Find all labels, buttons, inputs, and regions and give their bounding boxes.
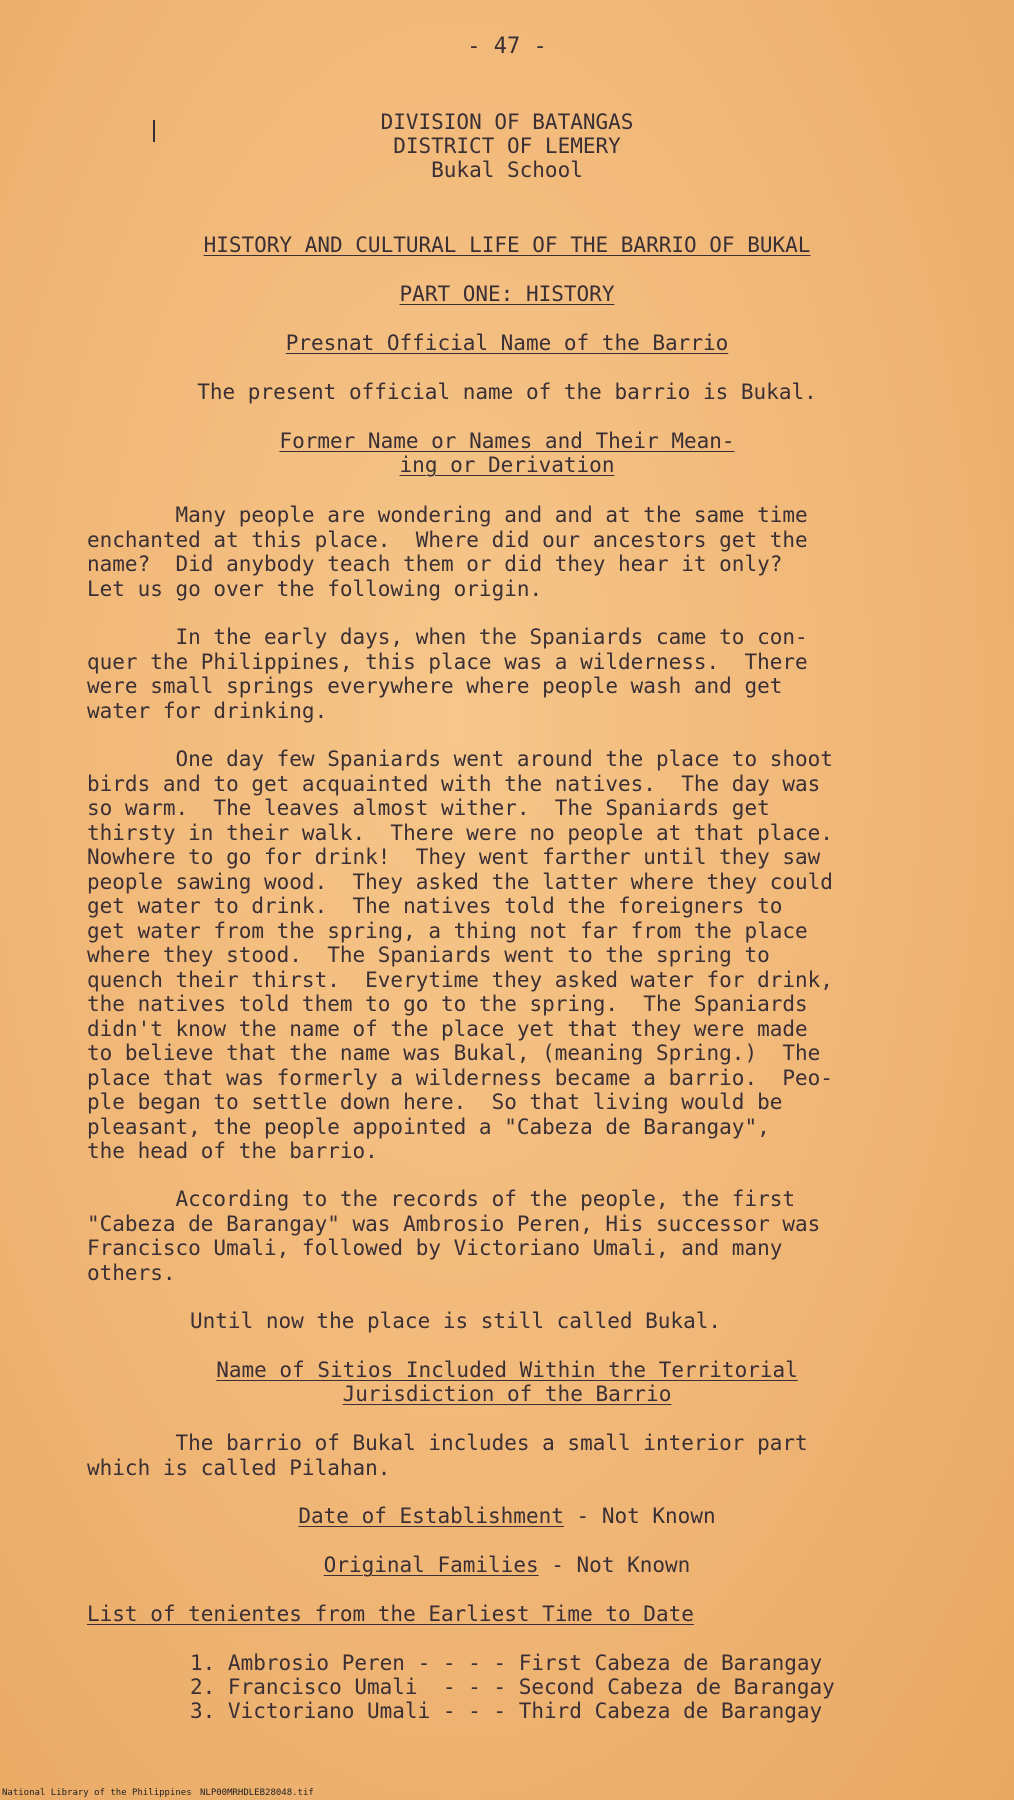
document-title: HISTORY AND CULTURAL LIFE OF THE BARRIO OF BUKAL [203, 233, 811, 257]
families-label: Original Families [323, 1553, 539, 1577]
paragraph-1: Many people are wondering and and at the same time enchanted at this place. Where did our ancestors get the name? Did anybody teach them or did they hear it only? Let us go over the following origin. [87, 503, 808, 601]
part-heading: PART ONE: HISTORY [399, 282, 615, 306]
former-name-heading-line1: Former Name or Names and Their Mean- [279, 429, 735, 453]
former-name-heading-line2: ing or Derivation [399, 453, 615, 477]
page-number: - 47 - [467, 34, 547, 59]
families-line [0, 1553, 1014, 1578]
teniente-item: 3. Victoriano Umali - - - Third Cabeza de Barangay [190, 1699, 823, 1723]
paragraph-5: Until now the place is still called Bukal. [190, 1309, 722, 1333]
header-district: DISTRICT OF LEMERY [393, 134, 621, 158]
sitios-heading-line2: Jurisdiction of the Barrio [342, 1382, 672, 1406]
sitios-heading-line1: Name of Sitios Included Within the Territorial [216, 1358, 798, 1382]
present-name-text: The present official name of the barrio is Bukal. [197, 380, 817, 404]
footer-filename: NLP00MRHDLEB28048.tif [200, 1788, 314, 1798]
paragraph-2: In the early days, when the Spaniards came to con- quer the Philippines, this place was a wilderness. There were small springs everywhere where people wash and get water for drinking. [87, 625, 808, 723]
teniente-item: 1. Ambrosio Peren - - - - First Cabeza de Barangay [190, 1651, 823, 1675]
establishment-line [0, 1504, 1014, 1529]
header-division: DIVISION OF BATANGAS [380, 110, 634, 134]
teniente-item: 2. Francisco Umali - - - Second Cabeza de Barangay [190, 1675, 835, 1699]
establishment-label: Date of Establishment [298, 1504, 564, 1528]
footer-library: National Library of the Philippines [2, 1788, 192, 1798]
header-school: Bukal School [431, 158, 583, 182]
paragraph-3: One day few Spaniards went around the place to shoot birds and to get acquainted with the natives. The day was so warm. The leaves almost wither. The Spaniards get thirsty in their walk. There were no people at that place. Nowhere to go for drink! They went farther until they saw people sawing wood. They asked the latter where they could get water to drink. The natives told the foreigners to get water from the spring, a thing not far from the place where they stood. The Spaniards went to the spring to quench their thirst. Everytime they asked water for drink, the natives told them to go to the spring. The Spaniards didn't know the name of the place yet that they were made to believe that the name was Bukal, (meaning Spring.) The place that was formerly a wilderness became a barrio. Peo- ple began to settle down here. So that living would be pleasant, the people appointed a "Cabeza de Barangay", the head of the barrio. [87, 747, 833, 1163]
families-value: - Not Known [538, 1553, 691, 1577]
paragraph-4: According to the records of the people, the first "Cabeza de Barangay" was Ambrosio Peren, His successor was Francisco Umali, followed by Victoriano Umali, and many others. [87, 1187, 821, 1285]
present-name-heading: Presnat Official Name of the Barrio [285, 331, 729, 355]
tenientes-heading: List of tenientes from the Earliest Time to Date [87, 1602, 694, 1626]
establishment-value: - Not Known [563, 1504, 716, 1528]
paragraph-6: The barrio of Bukal includes a small interior part which is called Pilahan. [87, 1431, 808, 1480]
